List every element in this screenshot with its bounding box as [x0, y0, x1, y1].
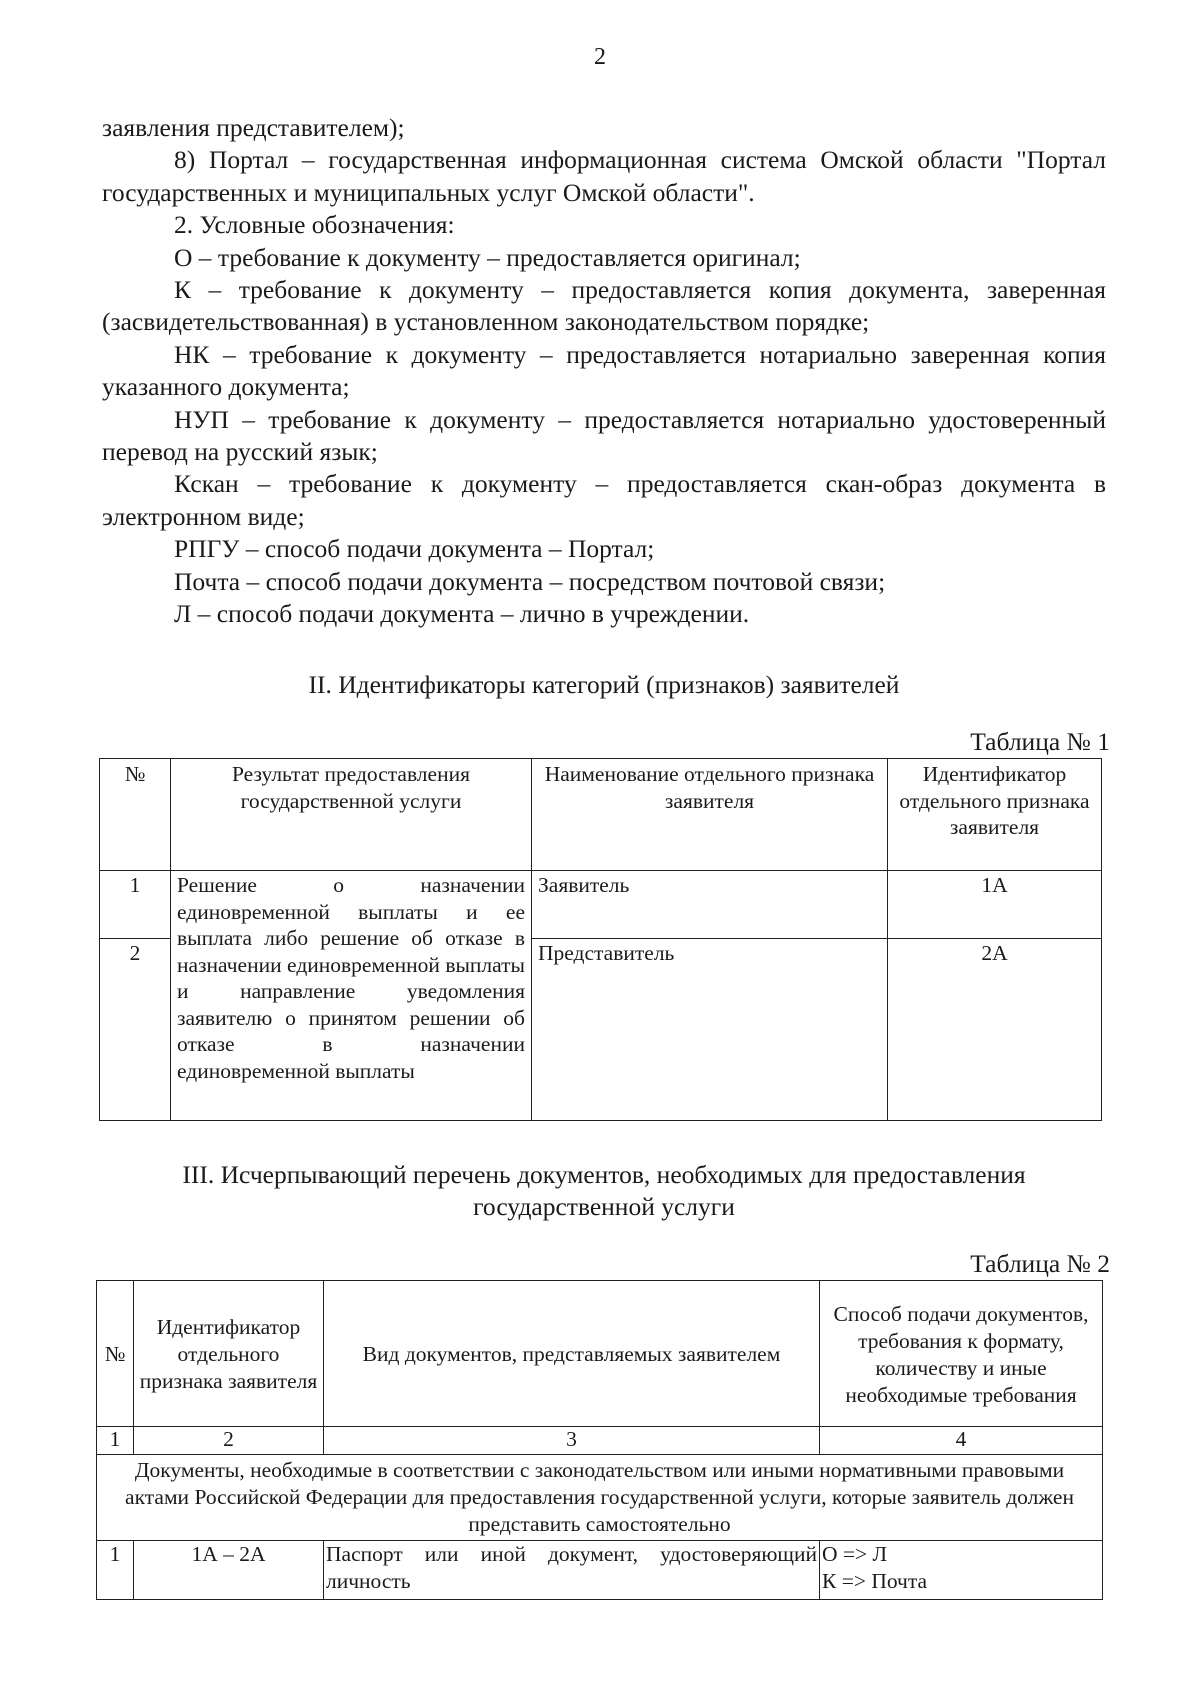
paragraph: НК – требование к документу – предоставляется нотариально заверенная копия указанного документа;: [102, 339, 1106, 402]
column-number: 2: [134, 1427, 324, 1455]
documents-table: [96, 1280, 1103, 1600]
submission-method: К => Почта: [822, 1569, 928, 1593]
column-header: №: [97, 1281, 134, 1427]
column-header: Идентификатор отдельного признака заявителя: [888, 759, 1102, 871]
table-2-caption: Таблица № 2: [970, 1249, 1110, 1278]
applicant-attribute: Заявитель: [532, 871, 888, 939]
body-text: [102, 112, 1106, 631]
section-row: Документы, необходимые в соответствии с законодательством или иными нормативными правовыми актами Российской Федерации для предоставления государственной услуги, которые заявитель должен представить самостоятельно: [97, 1455, 1103, 1541]
paragraph: НУП – требование к документу – предоставляется нотариально удостоверенный перевод на русский язык;: [102, 404, 1106, 467]
paragraph: К – требование к документу – предоставляется копия документа, заверенная (засвидетельствованная) в установленном законодательством порядке;: [102, 275, 1106, 337]
submission-method-cell: [820, 1541, 1103, 1600]
service-result-text: Решение о назначении единовременной выплаты и ее выплата либо решение об отказе в назначении единовременной выплаты и направление уведомления заявителю о принятом решении об отказе в назначении: [177, 873, 525, 1056]
column-number: 1: [97, 1427, 134, 1455]
submission-method: О => Л: [822, 1542, 888, 1566]
applicant-identifier: 1А – 2А: [134, 1541, 324, 1600]
document-type: Паспорт или иной документ, удостоверяющий: [326, 1542, 817, 1566]
column-numbers-row: [97, 1427, 1103, 1455]
table-row: [97, 1541, 1103, 1600]
paragraph: О – требование к документу – предоставляется оригинал;: [174, 242, 801, 272]
applicant-categories-table: [99, 758, 1102, 1121]
row-number: 1: [100, 871, 171, 939]
column-header: Вид документов, представляемых заявителем: [324, 1281, 820, 1427]
paragraph: Почта – способ подачи документа – посредством почтовой связи;: [174, 566, 886, 596]
attribute-id: 2А: [888, 939, 1102, 1121]
row-number: 2: [100, 939, 171, 1121]
service-result-text-end: единовременной выплаты: [177, 1058, 415, 1083]
paragraph: РПГУ – способ подачи документа – Портал;: [174, 534, 655, 564]
column-number: 4: [820, 1427, 1103, 1455]
section-3-heading-line: III. Исчерпывающий перечень документов, необходимых для предоставления: [182, 1160, 1026, 1189]
paragraph: 8) Портал – государственная информационная система Омской области "Портал государственных и муниципальных услуг Омской области".: [102, 145, 1106, 207]
table-1-caption: Таблица № 1: [970, 727, 1110, 756]
paragraph: 2. Условные обозначения:: [174, 210, 455, 240]
column-header: Наименование отдельного признака заявителя: [532, 759, 888, 871]
table-row: [100, 871, 1102, 939]
document-type-end: личность: [326, 1569, 411, 1593]
paragraph: Кскан – требование к документу – предоставляется скан-образ документа в электронном виде;: [102, 469, 1106, 531]
service-result-cell: [171, 871, 532, 1121]
column-header: Способ подачи документов, требования к формату, количеству и иные необходимые требования: [820, 1281, 1103, 1427]
section-3-heading-line: государственной услуги: [473, 1192, 735, 1221]
page-number: 2: [594, 44, 606, 70]
document-type-cell: [324, 1541, 820, 1600]
row-number: 1: [97, 1541, 134, 1600]
section-3-heading: [102, 1159, 1106, 1223]
column-header: №: [100, 759, 171, 871]
column-header: Результат предоставления государственной услуги: [171, 759, 532, 871]
attribute-id: 1А: [888, 871, 1102, 939]
paragraph: Л – способ подачи документа – лично в учреждении.: [174, 599, 750, 629]
paragraph: заявления представителем);: [102, 113, 405, 142]
applicant-attribute: Представитель: [532, 939, 888, 1121]
column-number: 3: [324, 1427, 820, 1455]
section-2-heading: II. Идентификаторы категорий (признаков) заявителей: [308, 670, 900, 699]
column-header: Идентификатор отдельного признака заявителя: [134, 1281, 324, 1427]
